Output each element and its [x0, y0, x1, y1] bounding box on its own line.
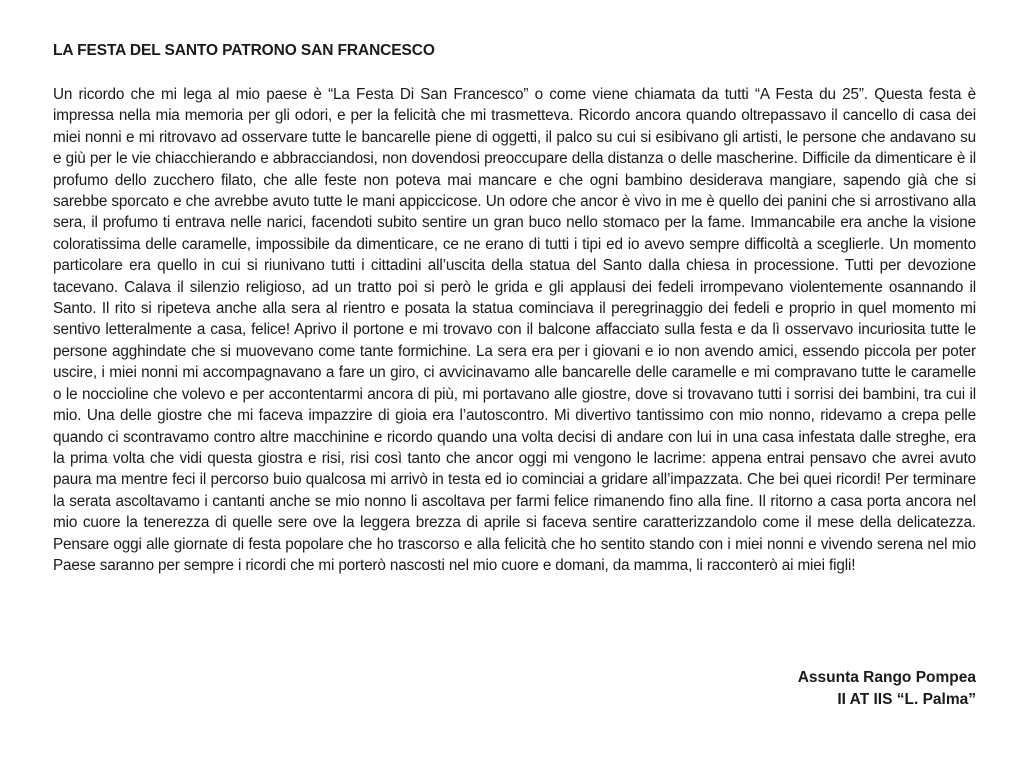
document-title: LA FESTA DEL SANTO PATRONO SAN FRANCESCO	[53, 42, 435, 59]
signature-block	[798, 667, 976, 711]
signature-class: II AT IIS “L. Palma”	[837, 691, 976, 708]
document-page	[53, 40, 976, 576]
document-body: Un ricordo che mi lega al mio paese è “La Festa Di San Francesco” o come viene chiamata da tutti “A Festa du 25”. Questa festa è impressa nella mia memoria per gli odori, e per la felicità che mi trasmetteva. Ricordo ancora quando oltrepassavo il cancello di casa dei miei nonni e mi ritrovavo ad osservare tutte le bancarelle piene di oggetti, il palco su cui si esibivano gli artisti, le persone che andavano su e giù per le vie chiacchierando e abbracciandosi, non dovendosi preoccupare della distanza o delle mascherine. Difficile da dimenticare è il profumo dello zucchero filato, che alle feste non poteva mai mancare e che ogni bambino desiderava mangiare, sapendo già che si sarebbe sporcato e che avrebbe avuto tutte le mani appiccicose. Un odore che ancor è vivo in me è quello dei panini che si arrostivano alla sera, il profumo ti entrava nelle narici, facendoti subito sentire un gran buco nello stomaco per la fame. Immancabile era anche la visione coloratissima delle caramelle, impossibile da dimenticare, ce ne erano di tutti i tipi ed io avevo sempre difficoltà a sceglierle. Un momento particolare era quello in cui si riunivano tutti i cittadini all’uscita della statua del Santo dalla chiesa in processione. Tutti per devozione tacevano. Calava il silenzio religioso, ad un tratto poi si però le grida e gli applausi dei fedeli irrompevano violentemente osannando il Santo. Il rito si ripeteva anche alla sera al rientro e posata la statua cominciava il peregrinaggio dei fedeli e proprio in quel momento mi sentivo letteralmente a casa, felice! Aprivo il portone e mi trovavo con il balcone affacciato sulla festa e da lì osservavo incuriosita tutte le persone agghindate che si muovevano come tante formichine. La sera era per i giovani e io non avendo amici, essendo piccola per poter uscire, i miei nonni mi accompagnavano a fare un giro, ci avvicinavamo alle bancarelle delle caramelle e mi compravano tutte le caramelle o le noccioline che volevo e per accontentarmi ancora di più, mi portavano alle giostre, dove si trovavano tutti i sorrisi dei bambini, tra cui il mio. Una delle giostre che mi faceva impazzire di gioia era l’autoscontro. Mi divertivo tantissimo con mio nonno, ridevamo a crepa pelle quando ci scontravamo contro altre macchinine e ricordo quando una volta decisi di andare con lui in una casa infestata dalle streghe, era la prima volta che vidi questa giostra e risi, risi così tanto che ancor oggi mi vengono le lacrime: appena entrai pensavo che avrei avuto paura ma mentre feci il percorso buio qualcosa mi arrivò in testa ed io cominciai a gridare all’impazzata. Che bei quei ricordi! Per terminare la serata ascoltavamo i cantanti anche se mio nonno li ascoltava per farmi felice rimanendo fino alla fine. Il ritorno a casa porta ancora nel mio cuore la tenerezza di quelle sere ove la leggera brezza di aprile si faceva sentire caratterizzandolo come il mese della delicatezza. Pensare oggi alle giornate di festa popolare che ho trascorso e alla felicità che ho sentito stando con i miei nonni e vivendo serena nel mio Paese saranno per sempre i ricordi che mi porterò nascosti nel mio cuore e domani, da mamma, li racconterò ai miei figli!	[53, 86, 976, 574]
signature-author: Assunta Rango Pompea	[797, 669, 976, 686]
